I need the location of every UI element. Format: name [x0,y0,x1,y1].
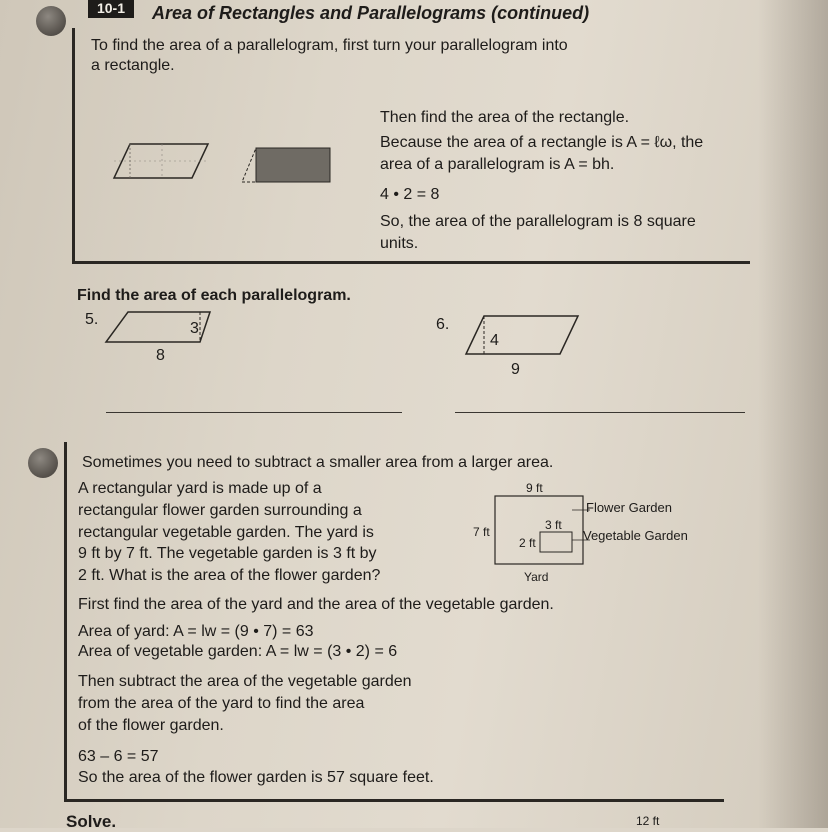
yard-label: Yard [524,570,549,584]
step-formula-line-2: area of a parallelogram is A = bh. [380,156,615,173]
exercise-6-height-label: 4 [490,332,499,349]
flower-garden-label: Flower Garden [586,500,672,515]
page-title: Area of Rectangles and Parallelograms (continued) [152,3,590,23]
exercise-6-answer-line[interactable] [455,412,745,413]
step-conclusion-line-1: So, the area of the parallelogram is 8 square [380,213,696,230]
step-conclusion-line-2: units. [380,235,419,252]
next-measure-label: 12 ft [636,814,660,828]
solve-heading: Solve. [66,812,117,831]
parallelogram-figure [112,142,212,182]
problem-line-4: 9 ft by 7 ft. The vegetable garden is 3 ft by [78,545,377,562]
veg-height-label: 2 ft [519,536,536,550]
problem-line-2: rectangular flower garden surrounding a [78,502,362,519]
subtraction-calc: 63 – 6 = 57 [78,748,159,765]
exercise-6-base-label: 9 [511,361,520,378]
problem-line-1: A rectangular yard is made up of a [78,480,322,497]
subtract-line-1: Then subtract the area of the vegetable garden [78,673,412,690]
vegetable-garden-label: Vegetable Garden [583,528,688,543]
veg-width-label: 3 ft [545,518,562,532]
yard-diagram [494,494,594,570]
intro-line-2: a rectangle. [91,57,175,74]
page-shadow [758,0,828,828]
section-bottom-border [72,261,750,264]
rectangle-figure [238,146,334,186]
problem-line-5: 2 ft. What is the area of the flower garden? [78,567,381,584]
yard-width-label: 9 ft [526,481,543,495]
area-of-vegetable-garden: Area of vegetable garden: A = lw = (3 • 2) = 6 [78,643,398,660]
section2-bottom-border [64,799,724,802]
section-marker-icon [28,448,58,478]
yard-height-label: 7 ft [473,525,490,539]
step-calculation: 4 • 2 = 8 [380,186,440,203]
section2-left-border [64,442,67,802]
problem-line-3: rectangular vegetable garden. The yard is [78,524,374,541]
section-marker-icon [36,6,66,36]
exercise-5-answer-line[interactable] [106,412,402,413]
exercise-5-height-label: 3 [190,320,199,337]
example2-conclusion: So the area of the flower garden is 57 square feet. [78,769,434,786]
lesson-badge: 10-1 [88,0,134,18]
subtract-line-3: of the flower garden. [78,717,224,734]
intro-line-1: To find the area of a parallelogram, first turn your parallelogram into [91,37,568,54]
example2-intro: Sometimes you need to subtract a smaller area from a larger area. [82,454,554,471]
exercise-6-number: 6. [436,316,450,333]
subtract-line-2: from the area of the yard to find the area [78,695,365,712]
exercises-heading: Find the area of each parallelogram. [77,287,351,304]
exercise-6-parallelogram [464,314,584,358]
step-find-rect-area: Then find the area of the rectangle. [380,109,630,126]
step-formula-line-1: Because the area of a rectangle is A = ℓω, the [380,134,704,151]
exercise-5-base-label: 8 [156,347,165,364]
section-left-border [72,28,75,264]
area-of-yard: Area of yard: A = lw = (9 • 7) = 63 [78,623,314,640]
first-step: First find the area of the yard and the area of the vegetable garden. [78,596,554,613]
exercise-5-number: 5. [85,311,99,328]
